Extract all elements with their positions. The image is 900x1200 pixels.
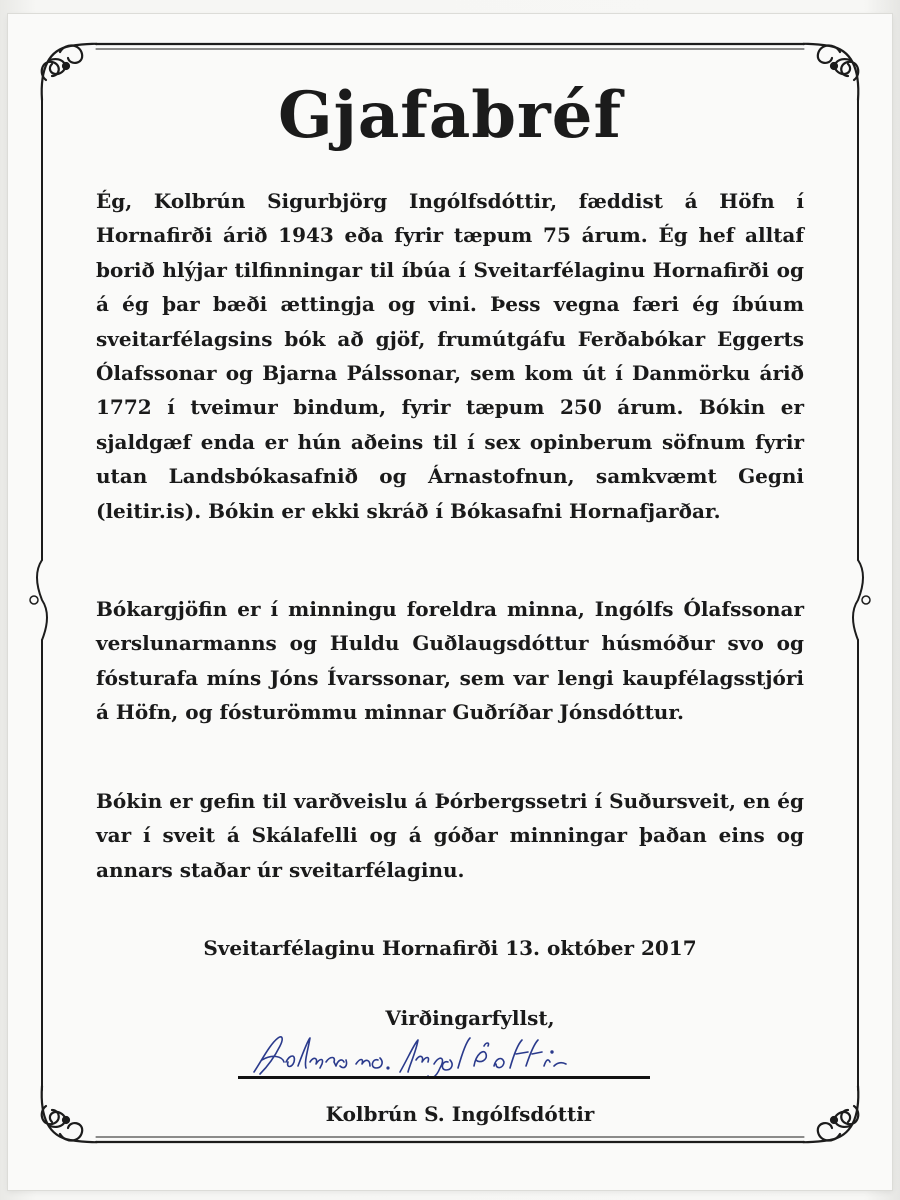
signature-line <box>238 1076 650 1079</box>
paragraph-gift-intro: Ég, Kolbrún Sigurbjörg Ingólfsdóttir, fæddist á Höfn í Hornafirði árið 1943 eða fyrir tæpum 75 árum. Ég hef alltaf borið hlýjar tilfinningar til íbúa í Sveitarfélaginu Hornafirði og á ég þar bæði ættingja og vini. Þess vegna færi ég íbúum sveitarfélagsins bók að gjöf, frumútgáfu Ferðabókar Eggerts Ólafssonar og Bjarna Pálssonar, sem kom út í Danmörku árið 1772 í tveimur bindum, fyrir tæpum 250 árum. Bókin er sjaldgæf enda er hún aðeins til í sex opinberum söfnum fyrir utan Landsbókasafnið og Árnastofnun, samkvæmt Gegni (leitir.is). Bókin er ekki skráð í Bókasafni Hornafjarðar. <box>96 189 804 523</box>
place-date-line: Sveitarfélaginu Hornafirði 13. október 2017 <box>203 936 697 960</box>
paragraph-in-memory: Bókargjöfin er í minningu foreldra minna, Ingólfs Ólafssonar verslunarmanns og Huldu Guðlaugsdóttur húsmóður svo og fósturafa míns Jóns Ívarssonar, sem var lengi kaupfélagsstjóri á Höfn, og fósturömmu minnar Guðríðar Jónsdóttur. <box>96 597 804 725</box>
signatory-name: Kolbrún S. Ingólfsdóttir <box>325 1102 595 1126</box>
closing-salutation: Virðingarfyllst, <box>385 1006 555 1030</box>
handwritten-signature <box>248 1030 578 1080</box>
paragraph-preservation: Bókin er gefin til varðveislu á Þórbergssetri í Suðursveit, en ég var í sveit á Skálafelli og á góðar minningar þaðan eins og annars staðar úr sveitarfélaginu. <box>96 789 804 882</box>
document-title: Gjafabréf <box>278 78 622 153</box>
